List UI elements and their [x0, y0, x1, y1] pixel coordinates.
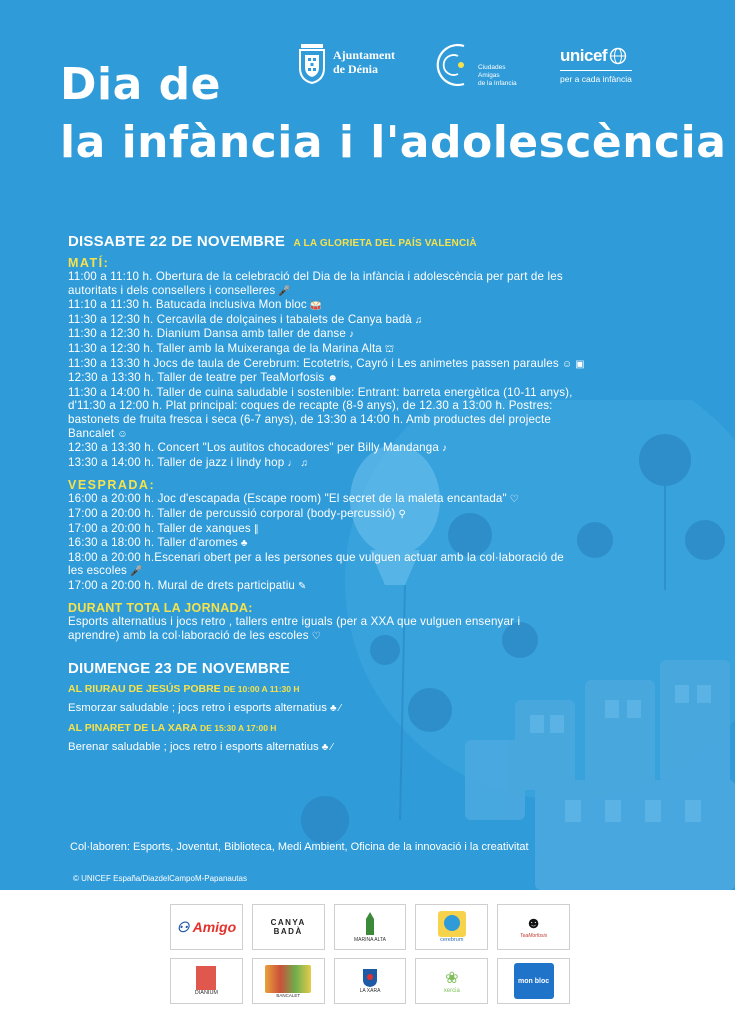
sponsor-cerebrum: cerebrum [415, 904, 488, 950]
mati-line: 11:30 a 12:30 h. Taller amb la Muixeranga de la Marina Alta ⛫ [68, 341, 395, 355]
concert-icon: ♪ [441, 443, 448, 455]
vesprada-list [68, 492, 674, 593]
photo-credit: © UNICEF España/DiazdelCampoM-Papanautas [73, 874, 247, 883]
vesprada-line: 18:00 a 20:00 h.Escenari obert per a les persones que vulguen actuar amb la col·laboració de [68, 550, 564, 564]
jornada-heading: DURANT TOTA LA JORNADA: [68, 601, 253, 616]
mati-line: bastonets de fruita fresca i seca (6-7 anys), de 13:30 a 14:00 h. Amb productes del projecte [68, 412, 551, 426]
mati-line: 13:30 a 14:00 h. Taller de jazz i lindy hop ♩ ♫ [68, 455, 309, 469]
stilts-icon: ∥ [253, 523, 259, 535]
sunday-line-2: Berenar saludable ; jocs retro i esports alternatius ♣ ⁄ [68, 740, 333, 753]
mati-line: 11:30 a 14:00 h. Taller de cuina saludable i sostenible: Entrant: barreta energètica (10-11 anys), [68, 385, 573, 399]
unicef-name: unicef [560, 46, 608, 65]
dance-icon: ♪ [348, 329, 355, 341]
sponsor-xercia: ❀ xercia [415, 958, 488, 1004]
tower-icon [360, 911, 380, 937]
game-icon: ☺ ▣ [561, 358, 585, 370]
drum-icon: 🥁 [309, 300, 323, 312]
sunday-line-1: Esmorzar saludable ; jocs retro i esports alternatius ♣ ⁄ [68, 701, 341, 714]
ajuntament-line2: de Dénia [333, 62, 378, 76]
sponsor-row [170, 958, 570, 1004]
human-tower-icon: ⛫ [384, 343, 395, 355]
heart-icon: ♡ [509, 494, 519, 506]
mati-line: 12:30 a 13:30 h. Taller de teatre per TeaMorfosis ☻ [68, 371, 339, 385]
bell-icon: ♣ [240, 538, 248, 550]
saturday-date: DISSABTE 22 DE NOVEMBRE [68, 233, 286, 250]
ciudades-line2: Amigas [478, 72, 500, 79]
vesprada-line: 16:00 a 20:00 h. Joc d'escapada (Escape room) "El secret de la maleta encantada" ♡ [68, 492, 519, 506]
sponsor-mon-bloc: mon bloc [497, 958, 570, 1004]
vesprada-line: 17:00 a 20:00 h. Mural de drets participatiu ✎ [68, 578, 307, 592]
sponsor-canya-bada: CANYA BADÀ [252, 904, 325, 950]
vesprada-line: 16:30 a 18:00 h. Taller d'aromes ♣ [68, 536, 248, 550]
vesprada-line: 17:00 a 20:00 h. Taller de percussió corporal (body-percussió) ⚲ [68, 506, 406, 520]
vesprada-line: 17:00 a 20:00 h. Taller de xanques ∥ [68, 521, 259, 535]
sponsor-marina-alta: MARINA ALTA [334, 904, 407, 950]
sports-icon: ♣ ⁄ [329, 702, 341, 714]
leaf-icon: ❀ [445, 970, 459, 987]
mati-line: 11:00 a 11:10 h. Obertura de la celebració del Dia de la infància i adolescència per part de les [68, 270, 563, 283]
theatre-mask-icon: ☻ [525, 915, 542, 932]
mati-line: d'11:30 a 12:00 h. Plat principal: coques de recapte (8-9 anys), de 12.30 a 13:00 h. Postres: [68, 399, 553, 413]
jornada-line: aprendre) amb la col·laboració de les escoles ♡ [68, 629, 321, 643]
sunday-header [68, 660, 674, 677]
shield-icon [362, 968, 378, 988]
sponsor-row [170, 904, 570, 950]
microphone-icon: 🎤 [278, 285, 291, 297]
mati-line: autoritats i dels consellers i conselleres 🎤 [68, 283, 291, 297]
sponsor-amigo: ⚇ Amigo [170, 904, 243, 950]
unicef-tagline: per a cada infància [560, 70, 632, 84]
theatre-mask-icon: ☻ [327, 373, 339, 385]
mati-line: 11:30 a 12:30 h. Cercavila de dolçaines i tabalets de Canya badà ♫ [68, 312, 423, 326]
mati-line: 12:30 a 13:30 h. Concert "Los autitos chocadores" per Billy Mandanga ♪ [68, 441, 448, 455]
sunday-place-2: AL PINARET DE LA XARA DE 15:30 A 17:00 H [68, 721, 277, 734]
jornada-line: Esports alternatius i jocs retro , tallers entre iguals (per a XXA que vulguen ensenyar i [68, 615, 521, 629]
collaborators-text: Col·laboren: Esports, Joventut, Biblioteca, Medi Ambient, Oficina de la innovació i la creativitat [70, 841, 529, 853]
ajuntament-line1: Ajuntament [333, 48, 395, 62]
mati-line: 11:10 a 11:30 h. Batucada inclusiva Mon bloc 🥁 [68, 298, 323, 312]
person-icon: ⚲ [398, 508, 406, 520]
sponsor-la-xara: LA XARA [334, 958, 407, 1004]
programme [68, 233, 674, 755]
paint-icon: ✎ [298, 580, 307, 592]
mati-line: Bancalet ☺ [68, 426, 128, 440]
sponsor-logos [170, 904, 570, 1012]
sponsor-bancalet: BANCALET [252, 958, 325, 1004]
microphone-icon: 🎤 [130, 566, 143, 578]
mati-line: 11:30 a 13:30 h Jocs de taula de Cerebrum: Ecotetris, Cayró i Les animetes passen paraules ☺ ▣ [68, 356, 585, 370]
title-line2: la infància i l'adolescència [60, 117, 727, 168]
ciudades-line1: Ciudades [478, 64, 506, 71]
ciudades-line3: de la Infancia [478, 80, 517, 87]
vesprada-heading: VESPRADA: [68, 478, 156, 493]
handshake-icon: ♡ [311, 631, 321, 643]
music-notes-icon: ♩ ♫ [287, 457, 309, 469]
sports-icon: ♣ ⁄ [321, 741, 333, 753]
music-icon: ♫ [414, 314, 423, 326]
vesprada-line: les escoles 🎤 [68, 564, 143, 578]
title-line1: Dia de [60, 59, 221, 110]
sunday-place-1: AL RIURAU DE JESÚS POBRE DE 10:00 A 11:30 H [68, 682, 300, 695]
sponsor-teamorfosis: ☻ TeaMorfosis [497, 904, 570, 950]
saturday-header [68, 233, 674, 250]
page-title [60, 56, 726, 172]
jornada-list [68, 615, 674, 643]
mati-line: 11:30 a 12:30 h. Dianium Dansa amb taller de danse ♪ [68, 327, 355, 341]
mati-list [68, 270, 674, 470]
sunday-date: DIUMENGE 23 DE NOVEMBRE [68, 659, 291, 677]
sponsor-dianium: DIANIUM [170, 958, 243, 1004]
mati-heading: MATÍ: [68, 256, 110, 270]
food-icon: ☺ [117, 428, 128, 440]
saturday-place: A LA GLORIETA DEL PAÍS VALENCIÀ [293, 238, 477, 249]
